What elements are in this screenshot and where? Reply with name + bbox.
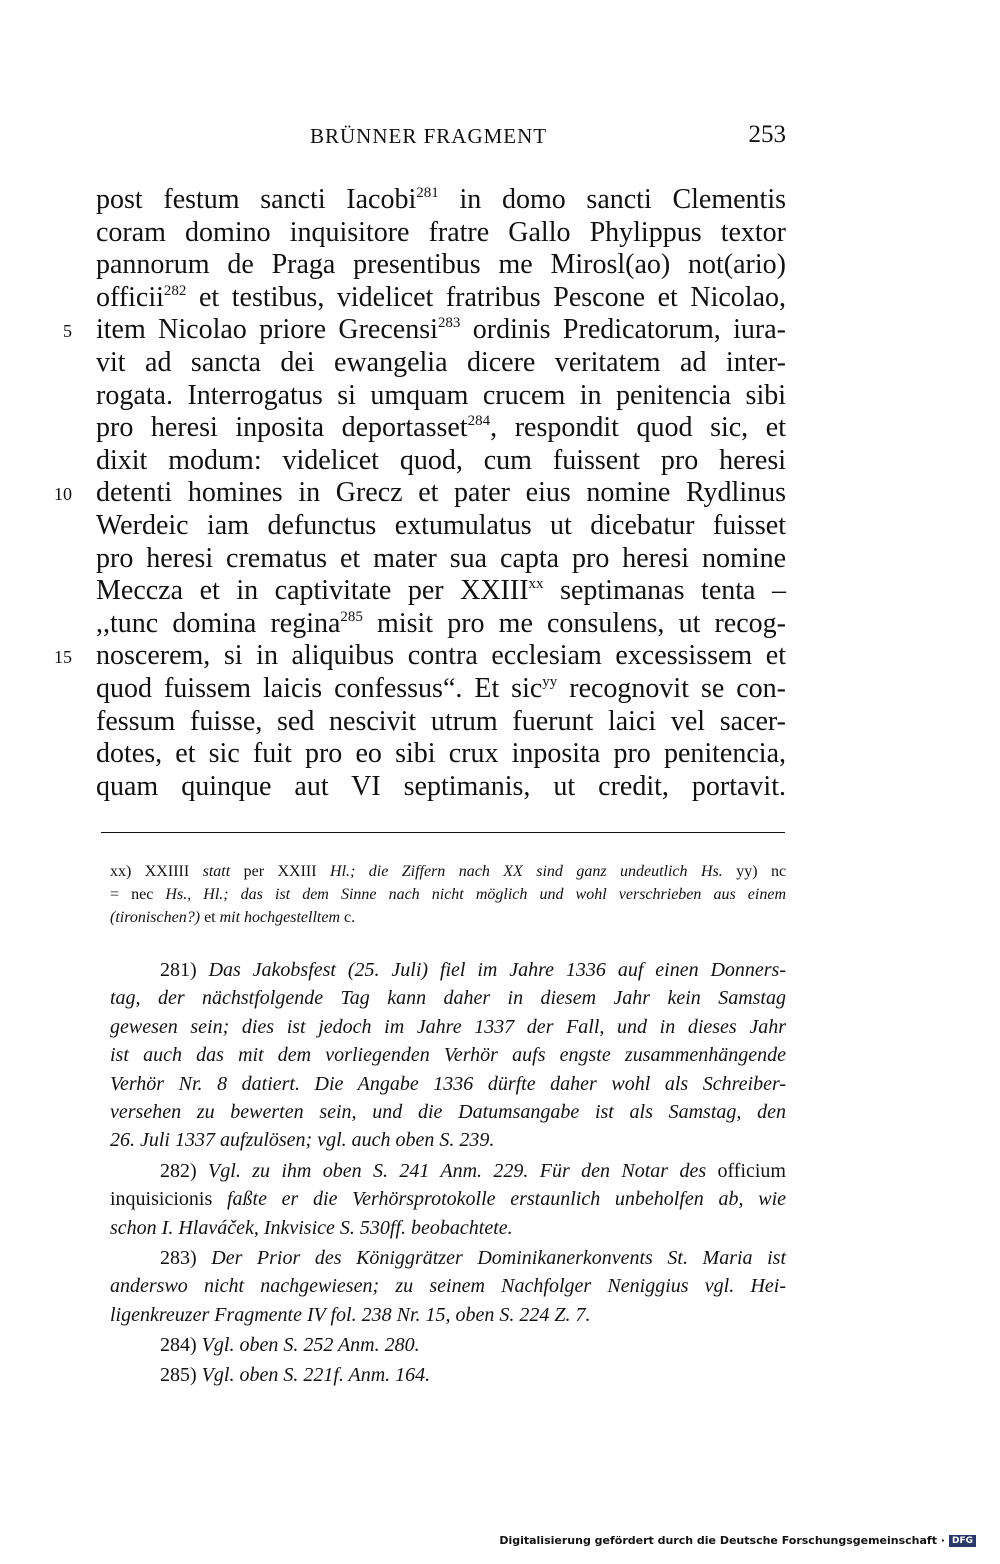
footnote-line: versehen zu bewerten sein, und die Datumsangabe ist als Samstag, den: [110, 1100, 786, 1123]
text-line: vit ad sancta dei ewangelia dicere veritatem ad inter-: [96, 346, 786, 378]
footnote-285: 285) Vgl. oben S. 221f. Anm. 164.: [160, 1364, 431, 1387]
text-line: pannorum de Praga presentibus me Mirosl(ao) not(ario): [96, 249, 786, 281]
footnote-ref: 282: [163, 282, 187, 299]
footnote-ref: 281: [416, 185, 439, 201]
text-line: pro heresi inposita deportasset$^{284}$, respondit quod sic, et: [96, 412, 786, 444]
apparatus-line: xx) XXIIII statt per XXIII Hl.; die Ziffern nach XX sind ganz undeutlich Hs. yy) nc: [110, 863, 787, 880]
text-line: quam quinque aut VI septimanis, ut credit, portavit.: [96, 770, 786, 802]
line-number: 5: [63, 321, 72, 342]
text-line: ,,tunc domina regina$^{285}$ misit pro me consulens, ut recog-: [96, 607, 786, 639]
text-line: rogata. Interrogatus si umquam crucem in penitencia sibi: [96, 379, 786, 411]
footnote-line: ligenkreuzer Fragmente IV fol. 238 Nr. 15, oben S. 224 Z. 7.: [110, 1303, 591, 1326]
footnote-line: 26. Juli 1337 aufzulösen; vgl. auch oben S. 239.: [110, 1129, 495, 1152]
text-line: coram domino inquisitore fratre Gallo Phylippus textor: [96, 216, 786, 248]
dfg-logo: DFG: [949, 1535, 976, 1547]
digitization-credit: [499, 1534, 976, 1547]
apparatus-ref: yy: [542, 673, 558, 690]
text-line: Werdeic iam defunctus extumulatus ut dicebatur fuisset: [96, 509, 786, 541]
footnote-ref: 285: [340, 608, 363, 625]
text-line: 10 detenti homines in Grecz et pater eius nomine Rydlinus: [96, 477, 786, 510]
footnote-line: gewesen sein; dies ist jedoch im Jahre 1337 der Fall, und in dieses Jahr: [110, 1015, 786, 1038]
running-title: BRÜNNER FRAGMENT: [310, 124, 548, 148]
footnote-line: anderswo nicht nachgewiesen; zu seinem Nachfolger Neniggius vgl. Hei-: [110, 1275, 786, 1298]
text-line: Meccza et in captivitate per XXIII$^{xx}$ septimanas tenta –: [96, 575, 786, 607]
footnote-281: 281) Das Jakobsfest (25. Juli) fiel im Jahre 1336 auf einen Donners-: [160, 959, 787, 981]
text-line: post festum sancti Iacobi$^{281}$ in domo sancti Clementis: [96, 184, 786, 215]
text-line: officii$^{282}$ et testibus, videlicet fratribus Pescone et Nicolao,: [96, 281, 786, 313]
footnote-282: 282) Vgl. zu ihm oben S. 241 Anm. 229. Für den Notar des officium: [160, 1159, 786, 1182]
apparatus-ref: xx: [528, 576, 544, 593]
footnote-ref: 283: [437, 315, 461, 332]
text-line: fessum fuisse, sed nescivit utrum fuerunt laici vel sacer-: [96, 705, 786, 737]
footnote-line: ist auch das mit dem vorliegenden Verhör aufs engste zusammenhängende: [110, 1044, 786, 1067]
footnote-line: Verhör Nr. 8 datiert. Die Angabe 1336 dürfte daher wohl als Schreiber-: [110, 1072, 786, 1095]
footnote-line: tag, der nächstfolgende Tag kann daher in diesem Jahr kein Samstag: [110, 987, 786, 1010]
footnote-284: 284) Vgl. oben S. 252 Anm. 280.: [160, 1334, 420, 1357]
text-line: dixit modum: videlicet quod, cum fuissent pro heresi: [96, 444, 786, 476]
footnote-line: inquisicionis faßte er die Verhörsprotokolle erstaunlich unbeholfen ab, wie: [110, 1188, 787, 1211]
main-text: [54, 184, 786, 803]
running-header: [310, 121, 786, 158]
critical-apparatus: [110, 860, 786, 929]
credit-text: Digitalisierung gefördert durch die Deutsche Forschungsgemeinschaft ·: [499, 1534, 945, 1547]
apparatus-line: = nec Hs., Hl.; das ist dem Sinne nach nicht möglich und wohl verschrieben aus einem: [110, 886, 786, 903]
text-line: dotes, et sic fuit pro eo sibi crux inposita pro penitencia,: [96, 738, 786, 770]
text-line: pro heresi crematus et mater sua capta pro heresi nomine: [96, 542, 786, 574]
footnote-line: schon I. Hlaváček, Inkvisice S. 530ff. beobachtete.: [110, 1216, 513, 1239]
apparatus-line: (tironischen?) et mit hochgestelltem c.: [110, 909, 356, 926]
text-line: 15 noscerem, si in aliquibus contra ecclesiam excessissem et: [96, 640, 786, 673]
line-number: 15: [54, 647, 72, 668]
footnotes: [110, 956, 786, 1390]
text-line: quod fuissem laicis confessus“. Et sic$^{yy}$ recognovit se con-: [96, 672, 786, 704]
footnote-separator: [101, 832, 785, 833]
text-line: 5 item Nicolao priore Grecensi$^{283}$ ordinis Predicatorum, iura-: [96, 314, 786, 347]
page-number: 253: [748, 121, 786, 148]
footnote-ref: 284: [467, 413, 491, 430]
footnote-283: 283) Der Prior des Königgrätzer Dominikanerkonvents St. Maria ist: [160, 1246, 786, 1269]
line-number: 10: [54, 484, 72, 505]
